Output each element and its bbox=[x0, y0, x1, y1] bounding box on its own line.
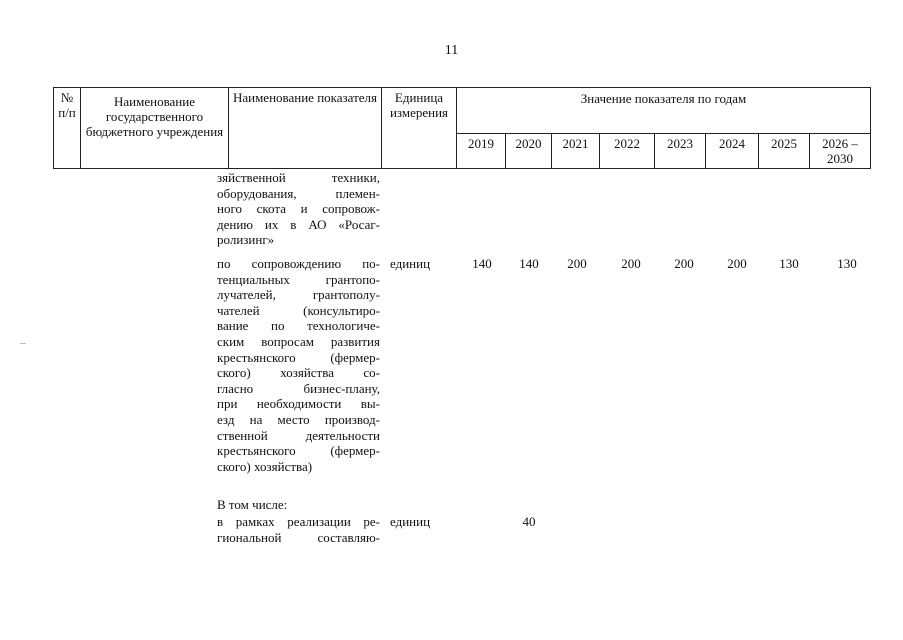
indicator-line: крестьянского (фермер- bbox=[217, 443, 380, 459]
indicator-line: ного скота и сопровож- bbox=[217, 201, 380, 217]
header-year: 2025 bbox=[759, 134, 810, 169]
margin-mark bbox=[20, 343, 26, 344]
header-year: 2022 bbox=[600, 134, 655, 169]
indicator-line: по сопровождению по- bbox=[217, 256, 380, 271]
indicator-line: оборудования, племен- bbox=[217, 185, 380, 201]
value-cell: 130 bbox=[837, 256, 857, 271]
indicator-line: при необходимости вы- bbox=[217, 396, 380, 412]
header-year: 2026 – 2030 bbox=[810, 134, 871, 169]
indicator-line: гиональной составляю- bbox=[217, 529, 380, 545]
indicator-table-header bbox=[53, 87, 871, 169]
value-cell: 140 bbox=[472, 256, 492, 271]
header-year: 2019 bbox=[457, 134, 506, 169]
indicator-line: зяйственной техники, bbox=[217, 170, 380, 185]
indicator-line: В том числе: bbox=[217, 497, 288, 512]
indicator-line: ского) хозяйства) bbox=[217, 458, 313, 474]
header-indicator: Наименование показателя bbox=[229, 88, 382, 169]
value-cell: 40 bbox=[522, 514, 536, 529]
value-cell: 200 bbox=[567, 256, 587, 271]
header-number: № п/п bbox=[54, 88, 81, 169]
indicator-line: лучателей, грантополу- bbox=[217, 287, 380, 303]
indicator-description bbox=[217, 170, 380, 248]
header-year: 2021 bbox=[552, 134, 600, 169]
header-unit: Единица измерения bbox=[382, 88, 457, 169]
indicator-line: крестьянского (фермер- bbox=[217, 349, 380, 365]
header-year: 2020 bbox=[506, 134, 552, 169]
value-cell: 200 bbox=[621, 256, 641, 271]
header-year: 2024 bbox=[706, 134, 759, 169]
indicator-line: ролизинг» bbox=[217, 232, 275, 248]
indicator-line: езд на место производ- bbox=[217, 411, 380, 427]
value-cell: 130 bbox=[779, 256, 799, 271]
indicator-line: в рамках реализации ре- bbox=[217, 514, 380, 529]
value-cell: 140 bbox=[519, 256, 539, 271]
unit-cell: единиц bbox=[390, 514, 431, 529]
indicator-line: тенциальных грантопо- bbox=[217, 271, 380, 287]
indicator-line: вание по технологиче- bbox=[217, 318, 380, 334]
indicator-line: ским вопросам развития bbox=[217, 333, 380, 349]
indicator-line: дению их в АО «Росаг- bbox=[217, 216, 380, 232]
indicator-description bbox=[217, 497, 380, 513]
indicator-line: ственной деятельности bbox=[217, 427, 380, 443]
indicator-line: гласно бизнес-плану, bbox=[217, 380, 380, 396]
indicator-line: ского) хозяйства со- bbox=[217, 365, 380, 381]
indicator-description bbox=[217, 256, 380, 474]
unit-cell: единиц bbox=[390, 256, 431, 271]
header-year: 2023 bbox=[655, 134, 706, 169]
indicator-description bbox=[217, 514, 380, 545]
header-institution: Наименование государственного бюджетного учреждения bbox=[81, 88, 229, 169]
value-cell: 200 bbox=[674, 256, 694, 271]
indicator-line: чателей (консультиро- bbox=[217, 302, 380, 318]
page-number: 11 bbox=[444, 43, 459, 58]
value-cell: 200 bbox=[727, 256, 747, 271]
header-values-by-year: Значение показателя по годам bbox=[457, 88, 871, 134]
